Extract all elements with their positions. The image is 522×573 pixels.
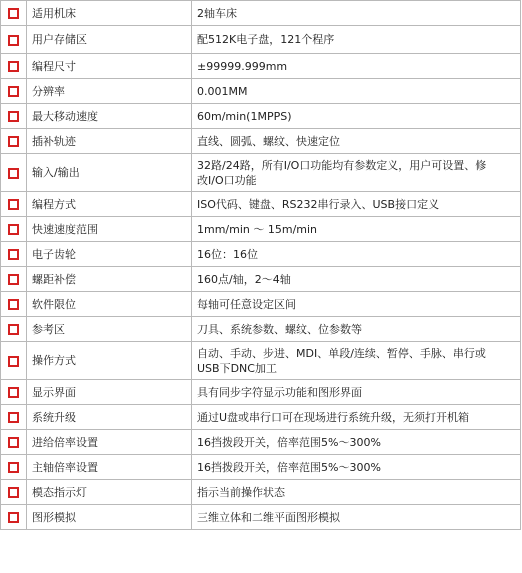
spec-value: 具有同步字符显示功能和图形界面	[197, 385, 362, 399]
bullet-cell	[1, 455, 27, 480]
square-bullet-icon	[8, 8, 19, 19]
spec-value-cell	[192, 26, 521, 54]
spec-label: 编程尺寸	[27, 54, 192, 79]
table-row	[1, 129, 521, 154]
spec-value: 0.001MM	[197, 84, 248, 98]
bullet-cell	[1, 104, 27, 129]
spec-label: 编程方式	[27, 192, 192, 217]
table-row	[1, 54, 521, 79]
bullet-cell	[1, 129, 27, 154]
spec-value-cell	[192, 317, 521, 342]
square-bullet-icon	[8, 35, 19, 46]
table-row	[1, 430, 521, 455]
bullet-cell	[1, 242, 27, 267]
table-row	[1, 1, 521, 26]
square-bullet-icon	[8, 61, 19, 72]
bullet-cell	[1, 26, 27, 54]
square-bullet-icon	[8, 224, 19, 235]
spec-value-cell	[192, 217, 521, 242]
table-row	[1, 26, 521, 54]
spec-value-cell	[192, 242, 521, 267]
table-row	[1, 79, 521, 104]
spec-label: 用户存储区	[27, 26, 192, 54]
bullet-cell	[1, 430, 27, 455]
spec-value-cell	[192, 505, 521, 530]
spec-value: 1mm/min ～ 15m/min	[197, 222, 318, 236]
spec-value: 16挡拨段开关，倍率范围5%～300%	[197, 435, 381, 449]
spec-value: 三维立体和二维平面图形模拟	[197, 510, 340, 524]
spec-value: 指示当前操作状态	[197, 485, 285, 499]
spec-value-cell	[192, 430, 521, 455]
spec-table-body	[1, 1, 521, 530]
spec-value: 每轴可任意设定区间	[197, 297, 296, 311]
bullet-cell	[1, 342, 27, 380]
square-bullet-icon	[8, 299, 19, 310]
bullet-cell	[1, 480, 27, 505]
square-bullet-icon	[8, 412, 19, 423]
table-row	[1, 104, 521, 129]
square-bullet-icon	[8, 86, 19, 97]
spec-value-cell	[192, 54, 521, 79]
spec-label: 系统升级	[27, 405, 192, 430]
spec-label: 进给倍率设置	[27, 430, 192, 455]
spec-value: 自动、手动、步进、MDI、单段/连续、暂停、手脉、串行或 USB下DNC加工	[197, 346, 486, 375]
table-row	[1, 480, 521, 505]
table-row	[1, 217, 521, 242]
square-bullet-icon	[8, 487, 19, 498]
table-row	[1, 455, 521, 480]
spec-value: 60m/min(1MPPS)	[197, 109, 292, 123]
spec-value-cell	[192, 480, 521, 505]
table-row	[1, 342, 521, 380]
table-row	[1, 192, 521, 217]
table-row	[1, 267, 521, 292]
bullet-cell	[1, 292, 27, 317]
bullet-cell	[1, 1, 27, 26]
square-bullet-icon	[8, 249, 19, 260]
square-bullet-icon	[8, 462, 19, 473]
table-row	[1, 154, 521, 192]
spec-value-cell	[192, 292, 521, 317]
spec-value: 刀具、系统参数、螺纹、位参数等	[197, 322, 362, 336]
spec-label: 插补轨迹	[27, 129, 192, 154]
bullet-cell	[1, 192, 27, 217]
spec-label: 主轴倍率设置	[27, 455, 192, 480]
spec-value: 直线、圆弧、螺纹、快速定位	[197, 134, 340, 148]
spec-label: 螺距补偿	[27, 267, 192, 292]
square-bullet-icon	[8, 437, 19, 448]
square-bullet-icon	[8, 136, 19, 147]
spec-value-cell	[192, 455, 521, 480]
spec-value-cell	[192, 1, 521, 26]
bullet-cell	[1, 405, 27, 430]
spec-value: 配512K电子盘，121个程序	[197, 33, 335, 46]
bullet-cell	[1, 217, 27, 242]
square-bullet-icon	[8, 199, 19, 210]
spec-value-cell	[192, 192, 521, 217]
spec-value-cell	[192, 267, 521, 292]
spec-value-cell	[192, 129, 521, 154]
spec-value-cell	[192, 405, 521, 430]
table-row	[1, 292, 521, 317]
spec-label: 快速速度范围	[27, 217, 192, 242]
spec-label: 适用机床	[27, 1, 192, 26]
spec-label: 参考区	[27, 317, 192, 342]
bullet-cell	[1, 317, 27, 342]
table-row	[1, 317, 521, 342]
spec-value-cell	[192, 154, 521, 192]
spec-label: 电子齿轮	[27, 242, 192, 267]
bullet-cell	[1, 267, 27, 292]
bullet-cell	[1, 54, 27, 79]
table-row	[1, 380, 521, 405]
square-bullet-icon	[8, 274, 19, 285]
square-bullet-icon	[8, 111, 19, 122]
spec-label: 显示界面	[27, 380, 192, 405]
square-bullet-icon	[8, 512, 19, 523]
table-row	[1, 242, 521, 267]
bullet-cell	[1, 154, 27, 192]
spec-value: 160点/轴，2～4轴	[197, 272, 291, 286]
bullet-cell	[1, 505, 27, 530]
spec-value-cell	[192, 342, 521, 380]
square-bullet-icon	[8, 324, 19, 335]
spec-value: ISO代码、键盘、RS232串行录入、USB接口定义	[197, 197, 440, 211]
spec-label: 图形模拟	[27, 505, 192, 530]
table-row	[1, 505, 521, 530]
bullet-cell	[1, 380, 27, 405]
bullet-cell	[1, 79, 27, 104]
square-bullet-icon	[8, 168, 19, 179]
spec-label: 操作方式	[27, 342, 192, 380]
spec-value: 32路/24路，所有I/O口功能均有参数定义，用户可设置、修 改I/O口功能	[197, 158, 487, 187]
table-row	[1, 405, 521, 430]
spec-value: ±99999.999mm	[197, 59, 288, 73]
spec-value-cell	[192, 104, 521, 129]
square-bullet-icon	[8, 356, 19, 367]
spec-value: 16挡拨段开关，倍率范围5%～300%	[197, 460, 381, 474]
spec-label: 输入/输出	[27, 154, 192, 192]
spec-label: 软件限位	[27, 292, 192, 317]
spec-value: 2轴车床	[197, 6, 237, 20]
spec-label: 分辨率	[27, 79, 192, 104]
spec-label: 最大移动速度	[27, 104, 192, 129]
spec-value-cell	[192, 380, 521, 405]
spec-value: 16位：16位	[197, 247, 258, 261]
spec-label: 模态指示灯	[27, 480, 192, 505]
spec-value-cell	[192, 79, 521, 104]
spec-value: 通过U盘或串行口可在现场进行系统升级，无须打开机箱	[197, 410, 470, 424]
square-bullet-icon	[8, 387, 19, 398]
